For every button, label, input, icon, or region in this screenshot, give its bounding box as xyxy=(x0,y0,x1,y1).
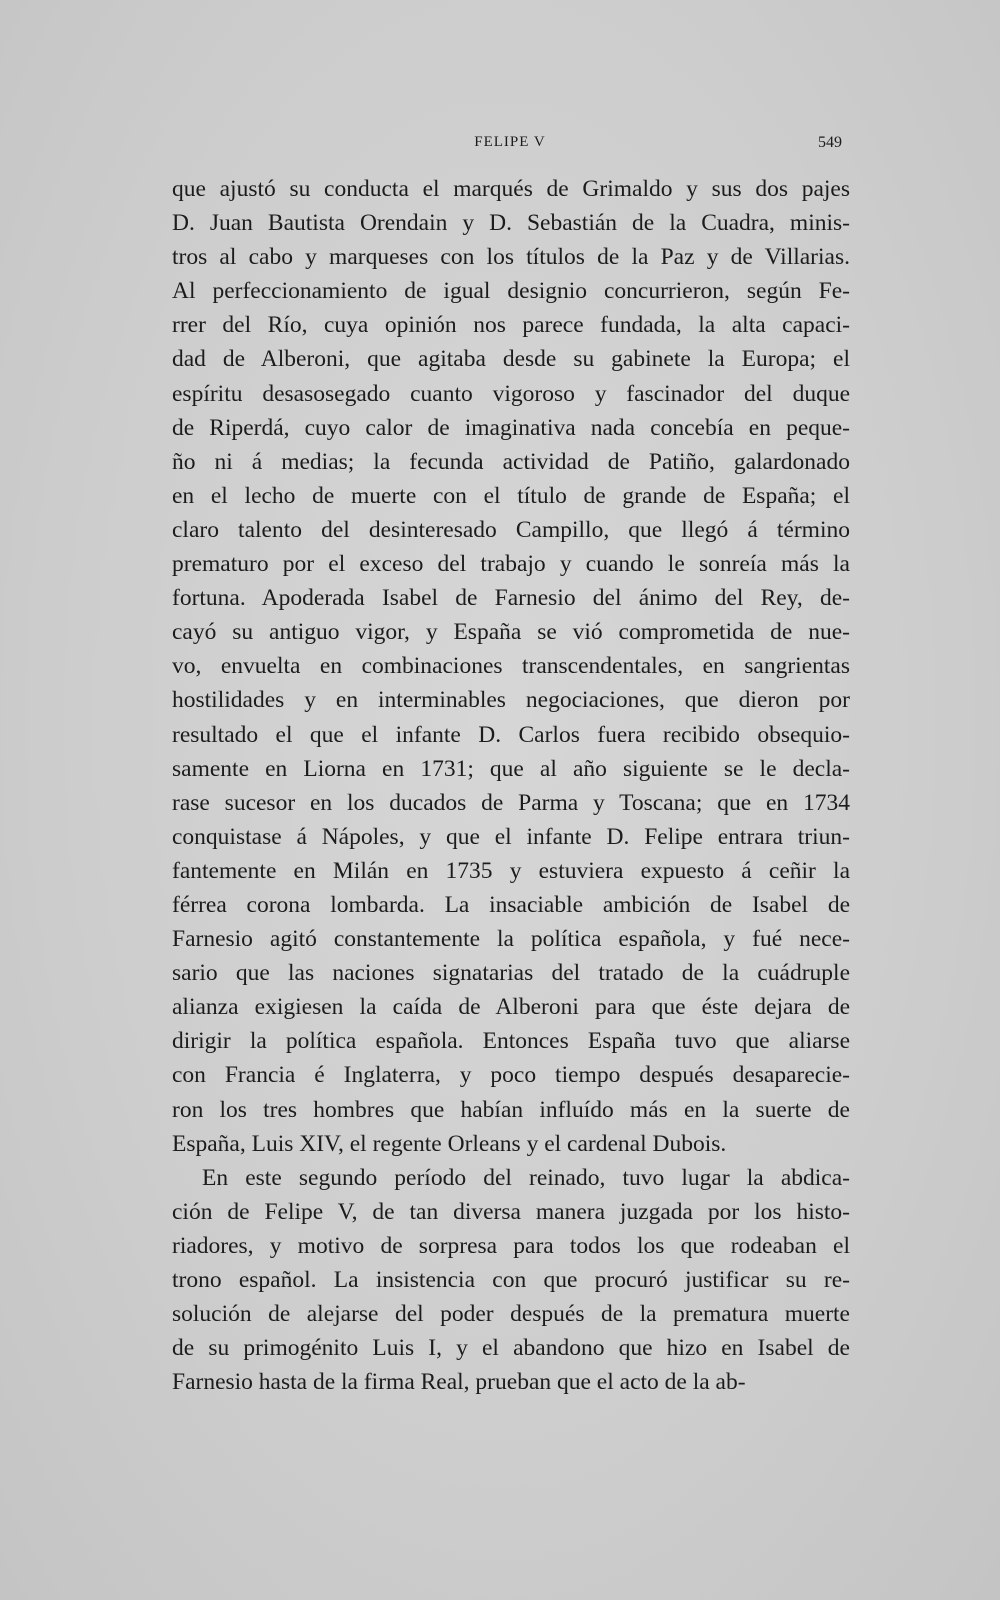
text-line: que ajustó su conducta el marqués de Grimaldo y sus dos pajes xyxy=(172,176,850,202)
text-line: en el lecho de muerte con el título de grande de España; el xyxy=(172,482,850,509)
text-line: de su primogénito Luis I, y el abandono que hizo en Isabel de xyxy=(172,1335,850,1362)
body-text xyxy=(172,172,850,1399)
text-line: espíritu desasosegado cuanto vigoroso y fascinador del duque xyxy=(172,380,850,407)
text-line: España, Luis XIV, el regente Orleans y el cardenal Dubois. xyxy=(172,1130,727,1157)
text-line: ción de Felipe V, de tan diversa manera juzgada por los histo- xyxy=(172,1198,850,1225)
text-line: trono español. La insistencia con que procuró justificar su re- xyxy=(172,1267,850,1293)
text-line: cayó su antiguo vigor, y España se vió comprometida de nue- xyxy=(172,619,850,646)
text-line: rrer del Río, cuya opinión nos parece fundada, la alta capaci- xyxy=(172,312,850,339)
text-line: prematuro por el exceso del trabajo y cuando le sonreía más la xyxy=(172,551,850,578)
paragraph xyxy=(172,172,850,1161)
text-line: resultado el que el infante D. Carlos fuera recibido obsequio- xyxy=(172,721,850,748)
text-line: samente en Liorna en 1731; que al año siguiente se le decla- xyxy=(172,755,850,782)
text-line: dirigir la política española. Entonces España tuvo que aliarse xyxy=(172,1028,850,1055)
text-line: solución de alejarse del poder después de la prematura muerte xyxy=(172,1301,850,1328)
text-line: hostilidades y en interminables negociaciones, que dieron por xyxy=(172,687,850,714)
running-title: FELIPE V xyxy=(474,134,546,150)
paragraph xyxy=(172,1161,850,1400)
text-line: riadores, y motivo de sorpresa para todos los que rodeaban el xyxy=(172,1232,850,1259)
text-line: sario que las naciones signatarias del tratado de la cuádruple xyxy=(172,960,850,987)
text-line: Al perfeccionamiento de igual designio concurrieron, según Fe- xyxy=(172,278,850,305)
text-line: fantemente en Milán en 1735 y estuviera expuesto á ceñir la xyxy=(172,857,850,884)
text-line: fortuna. Apoderada Isabel de Farnesio del ánimo del Rey, de- xyxy=(172,585,850,612)
text-line: tros al cabo y marqueses con los títulos de la Paz y de Villarias. xyxy=(172,244,850,271)
text-line: claro talento del desinteresado Campillo, que llegó á término xyxy=(172,516,850,543)
text-line: ño ni á medias; la fecunda actividad de Patiño, galardonado xyxy=(172,448,850,475)
text-line: Farnesio agitó constantemente la política española, y fué nece- xyxy=(172,926,850,953)
text-line: de Riperdá, cuyo calor de imaginativa nada concebía en peque- xyxy=(172,414,850,441)
text-line: conquistase á Nápoles, y que el infante D. Felipe entrara triun- xyxy=(172,823,850,850)
text-line: alianza exigiesen la caída de Alberoni para que éste dejara de xyxy=(172,994,850,1021)
text-line: con Francia é Inglaterra, y poco tiempo después desaparecie- xyxy=(172,1062,850,1089)
text-line: rase sucesor en los ducados de Parma y Toscana; que en 1734 xyxy=(172,789,850,816)
text-line: En este segundo período del reinado, tuvo lugar la abdica- xyxy=(202,1164,850,1191)
page-number: 549 xyxy=(818,134,842,151)
text-line: Farnesio hasta de la firma Real, prueban que el acto de la ab- xyxy=(172,1369,746,1396)
text-line: vo, envuelta en combinaciones transcendentales, en sangrientas xyxy=(172,653,850,680)
page-header xyxy=(178,134,842,158)
text-line: D. Juan Bautista Orendain y D. Sebastián de la Cuadra, minis- xyxy=(172,210,850,237)
text-line: dad de Alberoni, que agitaba desde su gabinete la Europa; el xyxy=(172,346,850,373)
text-line: ron los tres hombres que habían influído más en la suerte de xyxy=(172,1096,850,1123)
text-line: férrea corona lombarda. La insaciable ambición de Isabel de xyxy=(172,891,850,918)
